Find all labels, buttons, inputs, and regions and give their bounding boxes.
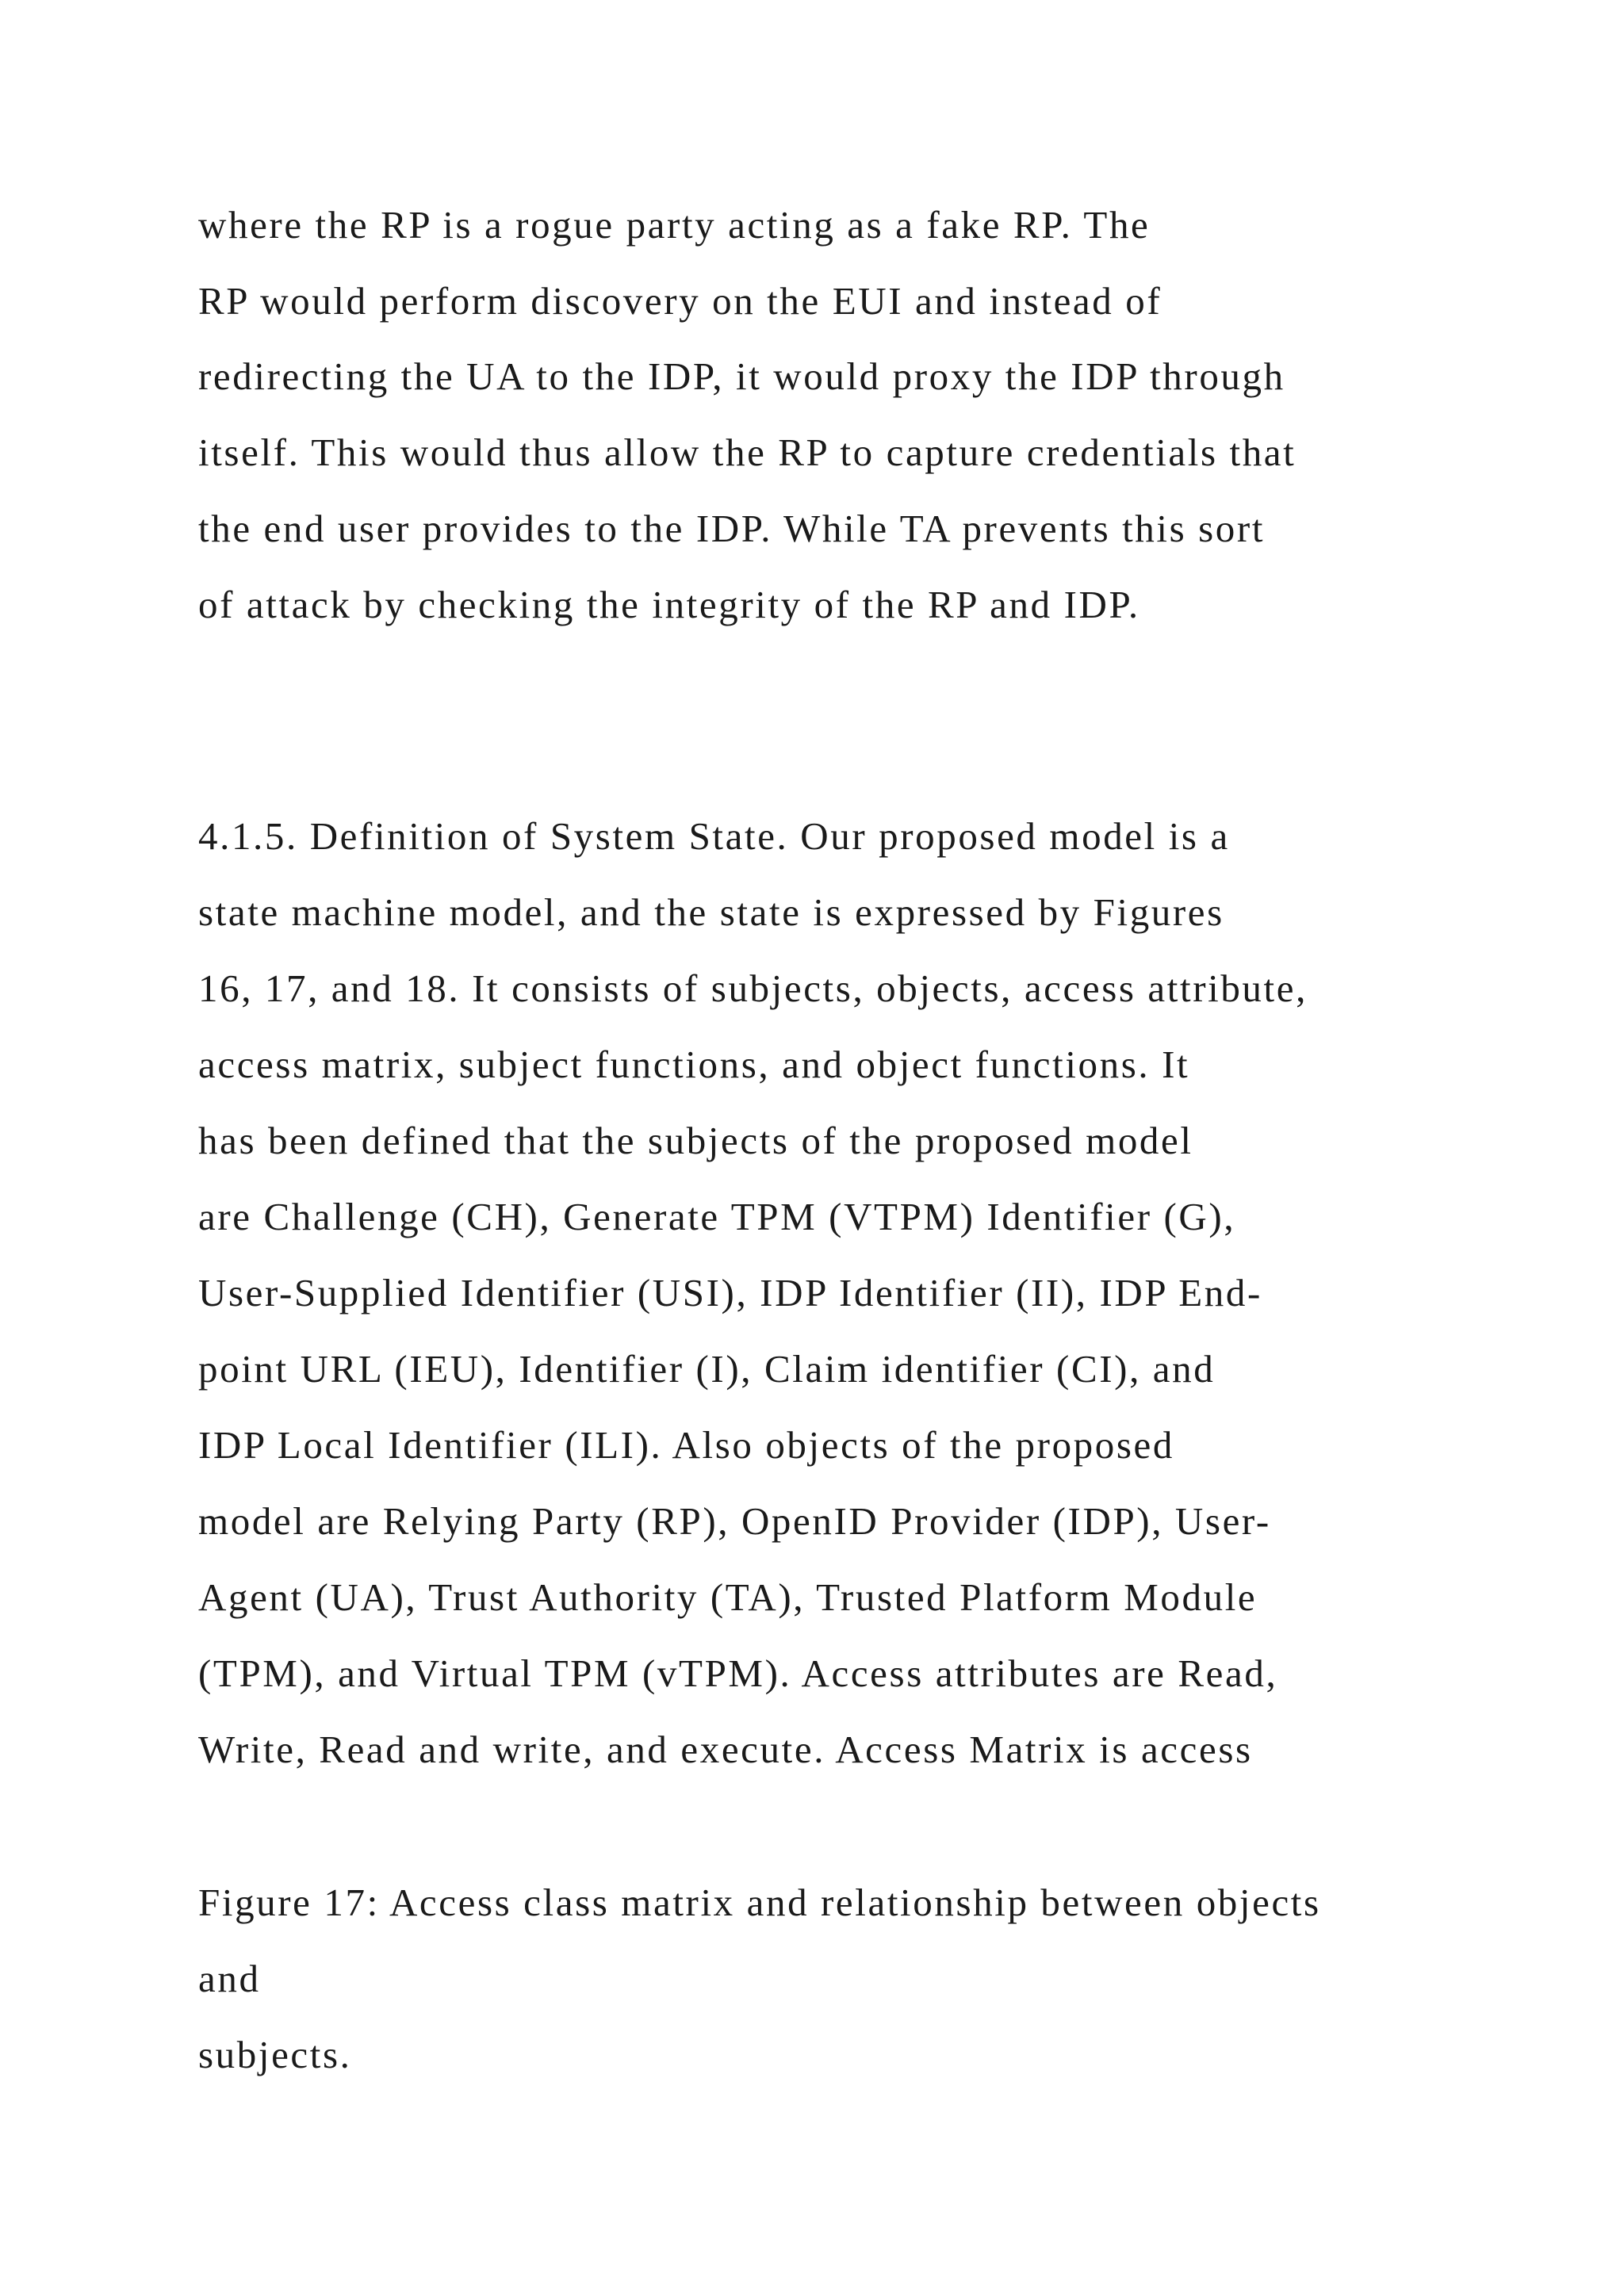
text-line: User-Supplied Identifier (USI), IDP Identifier (II), IDP End- <box>198 1271 1262 1314</box>
text-line: (TPM), and Virtual TPM (vTPM). Access attributes are Read, <box>198 1651 1278 1695</box>
caption-line: Figure 17: Access class matrix and relationship between objects <box>198 1881 1321 1924</box>
text-line: are Challenge (CH), Generate TPM (VTPM) Identifier (G), <box>198 1195 1236 1238</box>
text-line: Write, Read and write, and execute. Access Matrix is access <box>198 1728 1253 1771</box>
text-line: of attack by checking the integrity of the RP and IDP. <box>198 583 1140 626</box>
text-line: Agent (UA), Trust Authority (TA), Trusted Platform Module <box>198 1575 1258 1619</box>
text-line: redirecting the UA to the IDP, it would proxy the IDP through <box>198 354 1285 398</box>
text-line: model are Relying Party (RP), OpenID Provider (IDP), User- <box>198 1499 1271 1543</box>
caption-line: and <box>198 1957 261 2000</box>
text-line: where the RP is a rogue party acting as a fake RP. The <box>198 203 1151 247</box>
text-line: itself. This would thus allow the RP to capture credentials that <box>198 430 1297 474</box>
section-heading-line: 4.1.5. Definition of System State. Our proposed model is a <box>198 814 1230 858</box>
text-line: access matrix, subject functions, and object functions. It <box>198 1043 1190 1086</box>
caption-line: subjects. <box>198 2033 352 2076</box>
text-line: IDP Local Identifier (ILI). Also objects of the proposed <box>198 1423 1174 1467</box>
text-line: RP would perform discovery on the EUI and instead of <box>198 279 1162 323</box>
text-line: the end user provides to the IDP. While TA prevents this sort <box>198 507 1266 550</box>
text-line: point URL (IEU), Identifier (I), Claim identifier (CI), and <box>198 1347 1216 1391</box>
text-line: state machine model, and the state is expressed by Figures <box>198 890 1224 934</box>
text-line: has been defined that the subjects of the proposed model <box>198 1119 1193 1162</box>
text-line: 16, 17, and 18. It consists of subjects, objects, access attribute, <box>198 966 1308 1010</box>
